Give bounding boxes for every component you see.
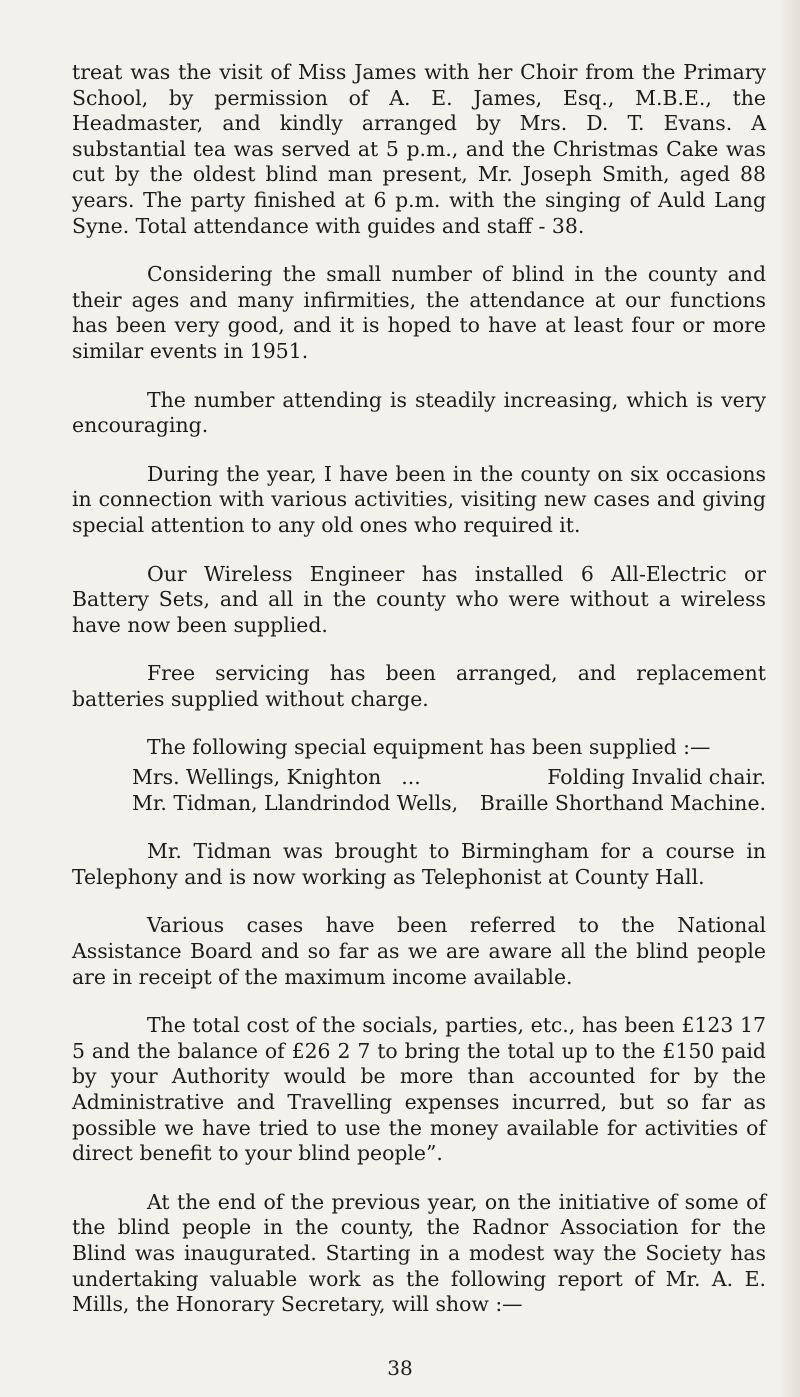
equipment-row	[72, 791, 766, 817]
paragraph-number-increasing: The number attending is steadily increasing, which is very encouraging.	[72, 387, 766, 438]
equipment-recipient: Mr. Tidman, Llandrindod Wells,	[132, 790, 459, 815]
paragraph-telephony-course: Mr. Tidman was brought to Birmingham for a course in Telephony and is now working as Telephonist at County Hall.	[72, 839, 766, 889]
equipment-separator: ...	[401, 765, 421, 790]
paragraph-national-assistance: Various cases have been referred to the National Assistance Board and so far as we are aware all the blind people are in receipt of the maximum income available.	[72, 913, 766, 989]
page-number: 38	[387, 1356, 413, 1380]
paragraph-total-cost: The total cost of the socials, parties, etc., has been £123 17 5 and the balance of £26 2 7 to bring the total up to the £150 paid by your Authority would be more than accounted for by the Administrative and Travelling expenses incurred, but so far as possible we have tried to use the money available for activities of direct benefit to your blind people”.	[72, 1013, 766, 1166]
paragraph-christmas-party: treat was the visit of Miss James with her Choir from the Primary School, by permission of A. E. James, Esq., M.B.E., the Headmaster, and kindly arranged by Mrs. D. T. Evans. A substantial tea was served at 5 p.m., and the Christmas Cake was cut by the oldest blind man present, Mr. Joseph Smith, aged 88 years. The party finished at 6 p.m. with the singing of Auld Lang Syne. Total attendance with guides and staff - 38.	[72, 60, 766, 238]
equipment-item: Braille Shorthand Machine.	[479, 790, 766, 815]
paragraph-radnor-association: At the end of the previous year, on the initiative of some of the blind people in the county, the Radnor Association for the Blind was inaugurated. Starting in a modest way the Society has undertaking valuable work as the following report of Mr. A. E. Mills, the Honorary Secretary, will show :—	[72, 1189, 766, 1317]
paragraph-attendance: Considering the small number of blind in the county and their ages and many infirmities, the attendance at our functions has been very good, and it is hoped to have at least four or more similar events in 1951.	[72, 262, 766, 363]
document-body	[72, 60, 766, 1318]
page-edge-shadow	[778, 0, 800, 1397]
equipment-row	[72, 765, 766, 791]
equipment-list	[72, 765, 766, 816]
paragraph-county-visits: During the year, I have been in the county on six occasions in connection with various activities, visiting new cases and giving special attention to any old ones who required it.	[72, 461, 766, 537]
paragraph-equipment-intro: The following special equipment has been supplied :—	[147, 735, 711, 760]
equipment-item: Folding Invalid chair.	[547, 765, 766, 790]
equipment-recipient: Mrs. Wellings, Knighton	[132, 765, 382, 790]
paragraph-wireless-sets: Our Wireless Engineer has installed 6 All-Electric or Battery Sets, and all in the county who were without a wireless have now been supplied.	[72, 561, 766, 637]
paragraph-free-servicing: Free servicing has been arranged, and replacement batteries supplied without charge.	[72, 661, 766, 711]
